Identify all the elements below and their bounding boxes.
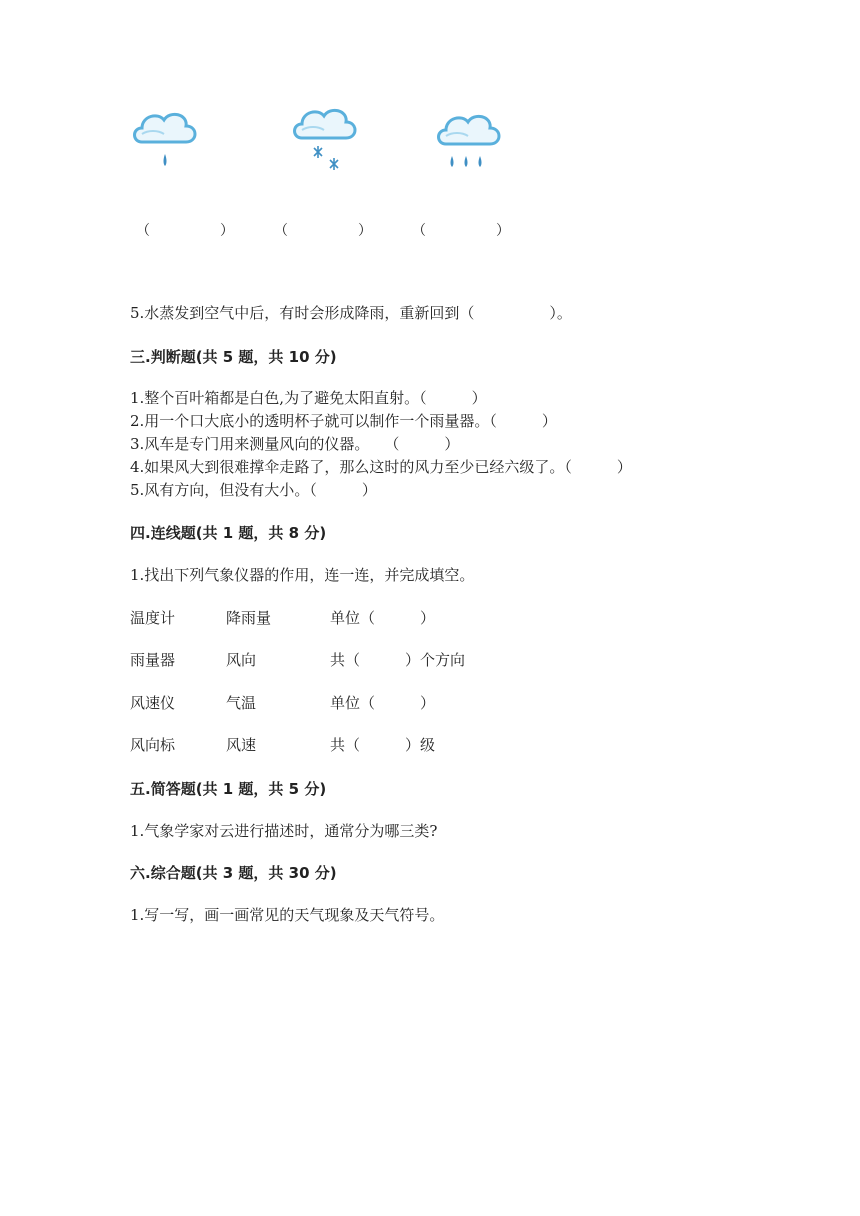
- judgment-item-1: 1.整个百叶箱都是白色,为了避免太阳直射。（ ）: [130, 389, 487, 407]
- judgment-item-4: 4.如果风大到很难撑伞走路了，那么这时的风力至少已经六级了。（ ）: [130, 458, 632, 476]
- matching-row-2-function: 风向: [226, 651, 257, 669]
- section-3-title: 三.判断题(共 5 题，共 10 分): [130, 348, 337, 366]
- matching-row-3-blank[interactable]: 单位（ ）: [330, 694, 436, 712]
- light-rain-icon: [128, 104, 204, 174]
- short-answer-question: 1.气象学家对云进行描述时，通常分为哪三类?: [130, 822, 438, 840]
- judgment-item-2: 2.用一个口大底小的透明杯子就可以制作一个雨量器。（ ）: [130, 412, 557, 430]
- matching-row-2-blank[interactable]: 共（ ）个方向: [330, 651, 466, 669]
- matching-row-4-blank[interactable]: 共（ ）级: [330, 736, 436, 754]
- matching-row-1-instrument: 温度计: [130, 609, 176, 627]
- answer-blank-3[interactable]: （ ）: [412, 223, 510, 239]
- matching-row-4-instrument: 风向标: [130, 736, 176, 754]
- section-6-title: 六.综合题(共 3 题，共 30 分): [130, 864, 337, 882]
- judgment-item-5: 5.风有方向，但没有大小。（ ）: [130, 481, 377, 499]
- snow-icon: [288, 100, 364, 176]
- matching-row-4-function: 风速: [226, 736, 257, 754]
- answer-blank-2[interactable]: （ ）: [274, 223, 372, 239]
- heavy-rain-icon: [432, 106, 508, 176]
- matching-row-3-instrument: 风速仪: [130, 694, 176, 712]
- section-5-title: 五.简答题(共 1 题，共 5 分): [130, 780, 327, 798]
- matching-row-3-function: 气温: [226, 694, 257, 712]
- matching-row-2-instrument: 雨量器: [130, 651, 176, 669]
- comprehensive-question: 1.写一写，画一画常见的天气现象及天气符号。: [130, 906, 445, 924]
- matching-question: 1.找出下列气象仪器的作用，连一连，并完成填空。: [130, 566, 475, 584]
- question-5: 5.水蒸发到空气中后，有时会形成降雨，重新回到（ ）。: [130, 304, 572, 322]
- answer-blank-1[interactable]: （ ）: [136, 223, 234, 239]
- section-4-title: 四.连线题(共 1 题，共 8 分): [130, 524, 327, 542]
- matching-row-1-function: 降雨量: [226, 609, 272, 627]
- judgment-item-3: 3.风车是专门用来测量风向的仪器。 （ ）: [130, 435, 460, 453]
- matching-row-1-blank[interactable]: 单位（ ）: [330, 609, 436, 627]
